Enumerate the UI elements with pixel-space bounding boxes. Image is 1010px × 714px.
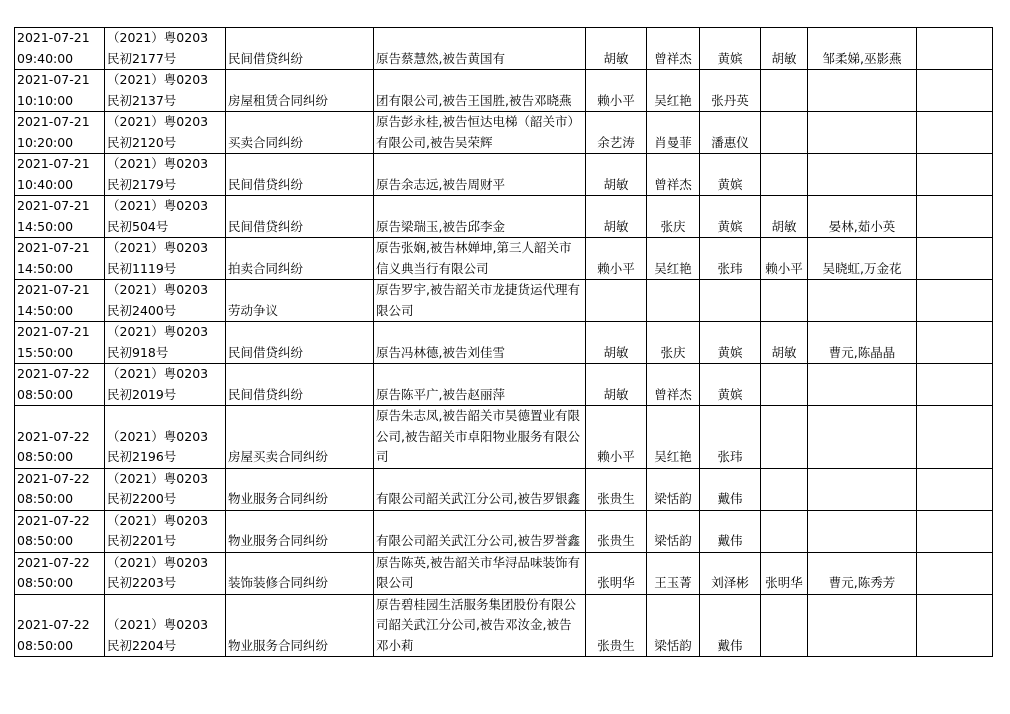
table-row [15,594,993,657]
clerk-name-2: 刘泽彬 [700,552,761,594]
clerk-name-2 [700,280,761,322]
extra-cell [917,238,993,280]
hearing-datetime: 2021-07-22 08:50:00 [15,364,105,406]
panel-members [808,510,917,552]
table-row [15,238,993,280]
case-parties: 原告碧桂园生活服务集团股份有限公司韶关武江分公司,被告邓汝金,被告邓小莉 [374,594,586,657]
case-parties: 原告余志远,被告周财平 [374,154,586,196]
clerk-name-2: 黄嫔 [700,322,761,364]
hearing-datetime: 2021-07-21 09:40:00 [15,28,105,70]
extra-cell [917,280,993,322]
clerk-name-2: 戴伟 [700,594,761,657]
presiding-judge: 胡敏 [761,196,808,238]
hearing-datetime: 2021-07-22 08:50:00 [15,552,105,594]
case-number: （2021）粤0203 民初1119号 [105,238,226,280]
case-parties: 有限公司韶关武江分公司,被告罗誉鑫 [374,510,586,552]
panel-members [808,154,917,196]
clerk-name: 梁恬韵 [647,510,700,552]
case-cause: 物业服务合同纠纷 [226,594,374,657]
judge-name: 胡敏 [586,196,647,238]
case-number: （2021）粤0203 民初2201号 [105,510,226,552]
case-cause: 房屋买卖合同纠纷 [226,406,374,469]
extra-cell [917,28,993,70]
panel-members: 吴晓虹,万金花 [808,238,917,280]
clerk-name-2: 黄嫔 [700,154,761,196]
table-row [15,510,993,552]
panel-members [808,594,917,657]
clerk-name-2: 黄嫔 [700,364,761,406]
clerk-name: 吴红艳 [647,406,700,469]
presiding-judge [761,70,808,112]
clerk-name: 梁恬韵 [647,594,700,657]
presiding-judge [761,468,808,510]
panel-members [808,112,917,154]
case-number: （2021）粤0203 民初2204号 [105,594,226,657]
hearing-datetime: 2021-07-22 08:50:00 [15,468,105,510]
table-row [15,112,993,154]
case-parties: 有限公司韶关武江分公司,被告罗银鑫 [374,468,586,510]
judge-name [586,280,647,322]
judge-name: 赖小平 [586,406,647,469]
case-parties: 原告罗宇,被告韶关市龙捷货运代理有限公司 [374,280,586,322]
case-number: （2021）粤0203 民初918号 [105,322,226,364]
hearing-datetime: 2021-07-21 14:50:00 [15,238,105,280]
panel-members [808,280,917,322]
table-row [15,154,993,196]
panel-members: 曹元,陈秀芳 [808,552,917,594]
case-cause: 装饰装修合同纠纷 [226,552,374,594]
presiding-judge [761,364,808,406]
case-parties: 原告梁瑞玉,被告邱李金 [374,196,586,238]
panel-members: 邹柔娣,巫影燕 [808,28,917,70]
case-cause: 民间借贷纠纷 [226,322,374,364]
case-number: （2021）粤0203 民初2120号 [105,112,226,154]
clerk-name-2: 戴伟 [700,468,761,510]
clerk-name-2: 张玮 [700,238,761,280]
clerk-name: 王玉菁 [647,552,700,594]
extra-cell [917,468,993,510]
case-number: （2021）粤0203 民初2137号 [105,70,226,112]
presiding-judge [761,112,808,154]
panel-members: 曹元,陈晶晶 [808,322,917,364]
presiding-judge: 胡敏 [761,28,808,70]
presiding-judge: 赖小平 [761,238,808,280]
judge-name: 赖小平 [586,70,647,112]
judge-name: 胡敏 [586,364,647,406]
presiding-judge [761,406,808,469]
hearing-datetime: 2021-07-22 08:50:00 [15,594,105,657]
extra-cell [917,510,993,552]
case-parties: 原告彭永桂,被告恒达电梯（韶关市）有限公司,被告吴荣辉 [374,112,586,154]
hearing-datetime: 2021-07-21 10:20:00 [15,112,105,154]
extra-cell [917,594,993,657]
clerk-name: 张庆 [647,196,700,238]
case-cause: 房屋租赁合同纠纷 [226,70,374,112]
table-row [15,322,993,364]
hearing-datetime: 2021-07-21 14:50:00 [15,196,105,238]
hearing-datetime: 2021-07-21 10:10:00 [15,70,105,112]
case-parties: 团有限公司,被告王国胜,被告邓晓燕 [374,70,586,112]
clerk-name-2: 黄嫔 [700,196,761,238]
presiding-judge: 张明华 [761,552,808,594]
case-cause: 劳动争议 [226,280,374,322]
clerk-name: 张庆 [647,322,700,364]
clerk-name: 吴红艳 [647,238,700,280]
hearing-datetime: 2021-07-22 08:50:00 [15,406,105,469]
case-parties: 原告蔡慧然,被告黄国有 [374,28,586,70]
table-row [15,280,993,322]
schedule-rows [15,28,993,657]
case-cause: 民间借贷纠纷 [226,154,374,196]
judge-name: 胡敏 [586,28,647,70]
clerk-name-2: 张玮 [700,406,761,469]
table-row [15,28,993,70]
clerk-name: 曾祥杰 [647,28,700,70]
judge-name: 胡敏 [586,154,647,196]
case-cause: 物业服务合同纠纷 [226,510,374,552]
judge-name: 张贵生 [586,594,647,657]
case-cause: 买卖合同纠纷 [226,112,374,154]
case-number: （2021）粤0203 民初2179号 [105,154,226,196]
case-cause: 民间借贷纠纷 [226,28,374,70]
extra-cell [917,154,993,196]
clerk-name: 曾祥杰 [647,364,700,406]
case-number: （2021）粤0203 民初2177号 [105,28,226,70]
judge-name: 张明华 [586,552,647,594]
court-schedule-table [14,27,993,657]
extra-cell [917,112,993,154]
presiding-judge [761,154,808,196]
case-number: （2021）粤0203 民初2196号 [105,406,226,469]
hearing-datetime: 2021-07-21 15:50:00 [15,322,105,364]
case-cause: 物业服务合同纠纷 [226,468,374,510]
presiding-judge: 胡敏 [761,322,808,364]
judge-name: 赖小平 [586,238,647,280]
panel-members [808,70,917,112]
extra-cell [917,196,993,238]
table-row [15,70,993,112]
clerk-name: 梁恬韵 [647,468,700,510]
presiding-judge [761,594,808,657]
table-row [15,552,993,594]
judge-name: 余艺涛 [586,112,647,154]
case-parties: 原告朱志凤,被告韶关市昊德置业有限公司,被告韶关市卓阳物业服务有限公司 [374,406,586,469]
clerk-name-2: 戴伟 [700,510,761,552]
judge-name: 胡敏 [586,322,647,364]
judge-name: 张贵生 [586,468,647,510]
judge-name: 张贵生 [586,510,647,552]
case-cause: 拍卖合同纠纷 [226,238,374,280]
panel-members [808,468,917,510]
clerk-name [647,280,700,322]
table-row [15,468,993,510]
hearing-datetime: 2021-07-21 10:40:00 [15,154,105,196]
case-number: （2021）粤0203 民初2200号 [105,468,226,510]
hearing-datetime: 2021-07-22 08:50:00 [15,510,105,552]
extra-cell [917,406,993,469]
case-parties: 原告陈英,被告韶关市华浔品味装饰有限公司 [374,552,586,594]
clerk-name-2: 黄嫔 [700,28,761,70]
clerk-name: 曾祥杰 [647,154,700,196]
extra-cell [917,552,993,594]
table-row [15,196,993,238]
table-row [15,406,993,469]
case-number: （2021）粤0203 民初2203号 [105,552,226,594]
panel-members [808,406,917,469]
case-parties: 原告冯林德,被告刘佳雪 [374,322,586,364]
extra-cell [917,364,993,406]
case-parties: 原告陈平广,被告赵丽萍 [374,364,586,406]
clerk-name: 肖曼菲 [647,112,700,154]
panel-members: 晏林,茹小英 [808,196,917,238]
extra-cell [917,322,993,364]
case-cause: 民间借贷纠纷 [226,364,374,406]
panel-members [808,364,917,406]
presiding-judge [761,280,808,322]
case-parties: 原告张娴,被告林婵坤,第三人韶关市信义典当行有限公司 [374,238,586,280]
clerk-name: 吴红艳 [647,70,700,112]
extra-cell [917,70,993,112]
presiding-judge [761,510,808,552]
clerk-name-2: 张丹英 [700,70,761,112]
table-row [15,364,993,406]
case-number: （2021）粤0203 民初2019号 [105,364,226,406]
case-number: （2021）粤0203 民初504号 [105,196,226,238]
case-cause: 民间借贷纠纷 [226,196,374,238]
hearing-datetime: 2021-07-21 14:50:00 [15,280,105,322]
clerk-name-2: 潘惠仪 [700,112,761,154]
case-number: （2021）粤0203 民初2400号 [105,280,226,322]
